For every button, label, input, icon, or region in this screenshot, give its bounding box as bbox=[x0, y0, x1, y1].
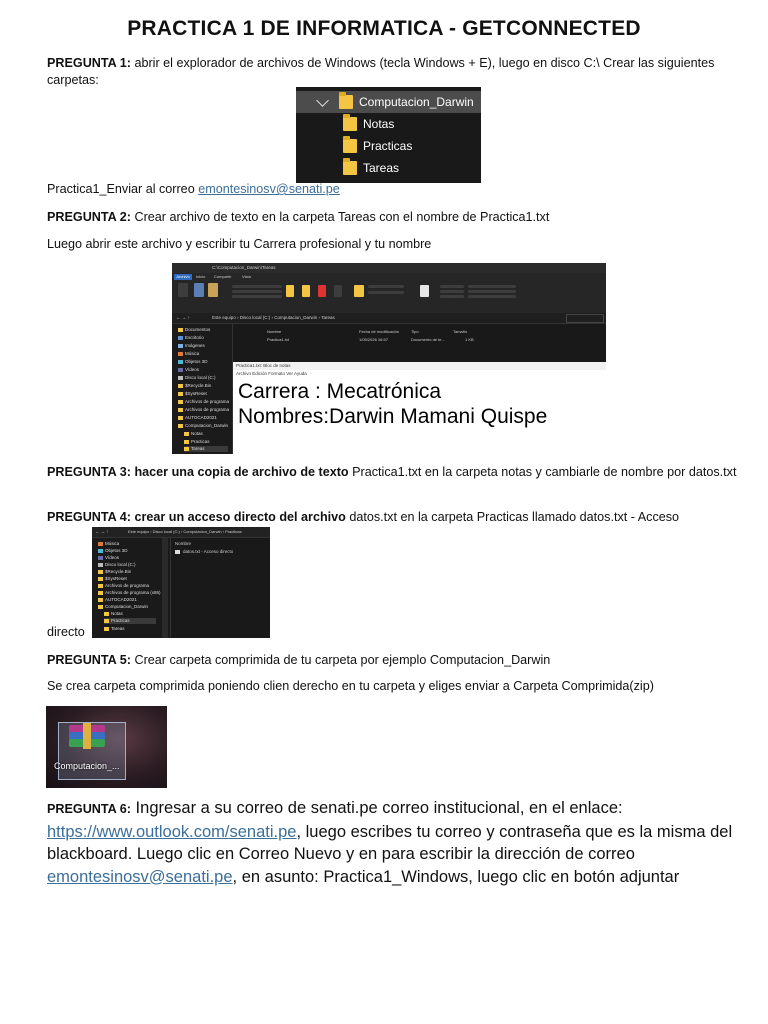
history-icon[interactable] bbox=[440, 295, 464, 298]
sidebar-item-label: Disco local (C:) bbox=[185, 375, 216, 380]
chevron-down-icon bbox=[316, 94, 329, 107]
sidebar-item[interactable] bbox=[178, 367, 199, 373]
explorer-breadcrumb[interactable]: Este equipo › Disco local (C:) › Computacion_Darwin › Tareas bbox=[212, 315, 335, 320]
sidebar-item-label: Practicas bbox=[191, 439, 210, 444]
sidebar-scrollbar[interactable] bbox=[162, 538, 168, 638]
notepad-title: Practica1.txt: Bloc de notas bbox=[236, 363, 291, 368]
sidebar-item-label: Archivos de programa bbox=[185, 399, 230, 404]
back-forward-icon[interactable]: ← → ↑ bbox=[176, 315, 190, 320]
sidebar-item[interactable] bbox=[184, 431, 203, 437]
question-4-label: PREGUNTA 4: bbox=[47, 510, 131, 524]
sidebar-item-label: Archivos de programa (x86) bbox=[105, 590, 161, 595]
zip-icon-screenshot bbox=[46, 706, 167, 788]
sidebar-item[interactable] bbox=[98, 597, 137, 603]
sidebar-item-label: AUTOCAD2021 bbox=[185, 415, 217, 420]
copy-icon[interactable] bbox=[194, 283, 204, 297]
sidebar-item-label: Notas bbox=[111, 611, 123, 616]
email-link[interactable]: emontesinosv@senati.pe bbox=[47, 867, 233, 886]
select-none-icon[interactable] bbox=[468, 290, 516, 293]
question-1 bbox=[47, 55, 737, 89]
copy-path-icon[interactable] bbox=[232, 290, 282, 293]
sidebar-item-label: Documentos bbox=[185, 327, 211, 332]
explorer-address-bar[interactable] bbox=[172, 313, 606, 324]
sidebar-item[interactable] bbox=[178, 351, 199, 357]
question-4 bbox=[47, 509, 737, 526]
folder-parent-label: Computacion_Darwin bbox=[359, 95, 474, 109]
question-3 bbox=[47, 464, 737, 481]
sidebar-item-label: Vídeos bbox=[105, 555, 120, 560]
pin-icon[interactable] bbox=[178, 283, 188, 297]
sidebar-item-label: Música bbox=[105, 541, 120, 546]
music-icon bbox=[98, 542, 103, 546]
notepad-content[interactable] bbox=[238, 379, 547, 429]
sidebar-item[interactable] bbox=[98, 555, 119, 561]
folder-icon bbox=[178, 392, 183, 396]
explorer-sidebar bbox=[172, 324, 233, 454]
question-6-text-3: , en asunto: Practica1_Windows, luego clic en botón adjuntar bbox=[232, 867, 680, 886]
sidebar-item-label: $SysReset bbox=[105, 576, 127, 581]
sidebar-item[interactable] bbox=[98, 590, 161, 596]
column-header-tamano[interactable]: Tamaño bbox=[453, 329, 468, 334]
question-2-followup: Luego abrir este archivo y escribir tu Carrera profesional y tu nombre bbox=[47, 237, 432, 251]
folder-icon bbox=[178, 424, 183, 428]
list-item[interactable] bbox=[173, 549, 267, 556]
question-2 bbox=[47, 209, 737, 226]
column-header-tipo[interactable]: Tipo bbox=[411, 329, 419, 334]
folder-icon bbox=[104, 627, 109, 631]
question-5-followup: Se crea carpeta comprimida poniendo clien derecho en tu carpeta y eliges enviar a Carpeta Comprimida(zip) bbox=[47, 679, 654, 693]
shortcut-screenshot bbox=[92, 527, 270, 638]
question-2-label: PREGUNTA 2: bbox=[47, 210, 131, 224]
shortcut-sidebar bbox=[92, 538, 171, 638]
sidebar-item[interactable] bbox=[178, 327, 210, 333]
folder-icon bbox=[178, 336, 183, 340]
notepad-window bbox=[233, 362, 606, 454]
ribbon-tab-compartir[interactable]: Compartir bbox=[214, 274, 232, 279]
question-1-label: PREGUNTA 1: bbox=[47, 56, 131, 70]
folder-icon bbox=[343, 161, 357, 175]
sidebar-item[interactable] bbox=[98, 604, 148, 610]
paste-shortcut-icon[interactable] bbox=[232, 295, 282, 298]
sidebar-item[interactable] bbox=[184, 439, 210, 445]
sidebar-item[interactable] bbox=[178, 359, 208, 365]
sidebar-item[interactable] bbox=[178, 399, 229, 405]
folder-icon bbox=[98, 598, 103, 602]
tree-item-notas bbox=[343, 114, 394, 134]
folder-child-label: Practicas bbox=[363, 139, 413, 153]
shortcut-file-name: datos.txt - Acceso directo bbox=[183, 549, 234, 554]
question-4-text: datos.txt en la carpeta Practicas llamado datos.txt - Acceso bbox=[345, 510, 680, 524]
folder-child-label: Notas bbox=[363, 117, 395, 131]
question-6-text-2: , luego escribes tu correo y contraseña que es la misma del blackboard. Luego clic en Correo Nuevo y en para escribir la dirección de correo bbox=[47, 822, 733, 863]
table-row[interactable] bbox=[263, 337, 483, 344]
sidebar-item[interactable] bbox=[98, 541, 119, 547]
drive-icon bbox=[98, 563, 103, 567]
email-link[interactable]: emontesinosv@senati.pe bbox=[198, 182, 340, 196]
file-size: 1 KB bbox=[465, 337, 474, 342]
folder-icon bbox=[178, 384, 183, 388]
sidebar-item[interactable] bbox=[178, 415, 217, 421]
sidebar-item-label: Música bbox=[185, 351, 200, 356]
sidebar-item[interactable] bbox=[104, 626, 125, 632]
select-all-icon[interactable] bbox=[468, 285, 516, 288]
question-6-label: PREGUNTA 6: bbox=[47, 802, 131, 816]
explorer-window-title: C:\Computacion_Darwin\Tareas bbox=[212, 265, 276, 270]
question-3-text: Practica1.txt en la carpeta notas y cambiarle de nombre por datos.txt bbox=[348, 465, 737, 479]
tree-item-tareas bbox=[343, 158, 399, 178]
video-icon bbox=[98, 556, 103, 560]
sidebar-item-label: $SysReset bbox=[185, 391, 207, 396]
question-6-text-1: Ingresar a su correo de senati.pe correo institucional, en el enlace: bbox=[130, 799, 623, 817]
rename-icon[interactable] bbox=[334, 285, 342, 297]
sidebar-item-label: Escritorio bbox=[185, 335, 204, 340]
folder-icon bbox=[98, 591, 103, 595]
shortcut-file-list bbox=[171, 538, 270, 638]
drive-icon bbox=[178, 376, 183, 380]
delete-icon[interactable] bbox=[318, 285, 326, 297]
column-header-nombre[interactable]: Nombre bbox=[175, 541, 192, 546]
sidebar-item-label: Notas bbox=[191, 431, 203, 436]
ribbon-tab-inicio[interactable]: Inicio bbox=[196, 274, 206, 279]
folder-icon bbox=[178, 328, 183, 332]
explorer-file-list bbox=[233, 324, 606, 364]
explorer-titlebar bbox=[172, 263, 606, 273]
back-forward-icon[interactable]: ← → ↑ bbox=[95, 529, 109, 534]
sidebar-item[interactable] bbox=[98, 548, 128, 554]
question-5-label: PREGUNTA 5: bbox=[47, 653, 131, 667]
folder-icon bbox=[98, 584, 103, 588]
sidebar-item-label: Imágenes bbox=[185, 343, 205, 348]
folder-child-label: Tareas bbox=[363, 161, 400, 175]
folder-icon bbox=[104, 612, 109, 616]
question-4-tail: directo bbox=[47, 625, 85, 639]
sidebar-item[interactable] bbox=[98, 576, 127, 582]
page-title: PRACTICA 1 DE INFORMATICA - GETCONNECTED bbox=[127, 17, 641, 40]
sidebar-item[interactable] bbox=[98, 569, 131, 575]
notepad-line-2: Nombres:Darwin Mamani Quispe bbox=[238, 405, 548, 428]
properties-icon[interactable] bbox=[420, 285, 429, 297]
folder-icon bbox=[98, 570, 103, 574]
folder-icon bbox=[98, 577, 103, 581]
sidebar-item[interactable] bbox=[178, 343, 205, 349]
column-header-nombre[interactable]: Nombre bbox=[267, 329, 282, 334]
sidebar-item[interactable] bbox=[104, 611, 123, 617]
sidebar-item-label: Tareas bbox=[111, 626, 125, 631]
sidebar-item[interactable] bbox=[178, 375, 216, 381]
edit-icon[interactable] bbox=[440, 290, 464, 293]
folder-icon bbox=[178, 344, 183, 348]
sidebar-item[interactable] bbox=[178, 423, 228, 429]
explorer-search-input[interactable] bbox=[566, 314, 604, 323]
question-4-bold: crear un acceso directo del archivo bbox=[130, 510, 346, 524]
ribbon-tab-archivo[interactable]: Archivo bbox=[174, 274, 192, 280]
folder-icon bbox=[178, 400, 183, 404]
sidebar-item-label: Computacion_Darwin bbox=[185, 423, 229, 428]
sidebar-item-label: $Recycle.Bin bbox=[185, 383, 212, 388]
column-header-fecha[interactable]: Fecha de modificación bbox=[359, 329, 400, 334]
move-to-icon[interactable] bbox=[286, 285, 294, 297]
question-1-text: abrir el explorador de archivos de Windows (tecla Windows + E), luego en disco C:\ Crear las siguientes carpetas: bbox=[47, 56, 715, 87]
sidebar-item-label: Vídeos bbox=[185, 367, 200, 372]
video-icon bbox=[178, 368, 183, 372]
open-icon[interactable] bbox=[440, 285, 464, 288]
question-5-text: Crear carpeta comprimida de tu carpeta por ejemplo Computacion_Darwin bbox=[130, 653, 551, 667]
folder-icon bbox=[184, 432, 189, 436]
file-name: Practica1.txt bbox=[267, 337, 290, 342]
folder-icon bbox=[339, 95, 353, 109]
sidebar-item-label: Archivos de programa bbox=[105, 583, 150, 588]
notepad-line-1: Carrera : Mecatrónica bbox=[238, 380, 442, 403]
folder-icon bbox=[343, 117, 357, 131]
folder-icon bbox=[343, 139, 357, 153]
shortcut-address-bar[interactable] bbox=[92, 527, 270, 538]
paste-icon[interactable] bbox=[208, 283, 218, 297]
shortcut-breadcrumb[interactable]: Este equipo › Disco local (C:) › Computacion_Darwin › Practicas bbox=[128, 529, 242, 534]
new-folder-icon[interactable] bbox=[354, 285, 364, 297]
folder-icon bbox=[98, 605, 103, 609]
folder-tree-screenshot bbox=[296, 87, 481, 183]
folder-icon bbox=[104, 619, 109, 623]
easy-access-icon[interactable] bbox=[368, 291, 404, 294]
sidebar-item[interactable] bbox=[178, 407, 229, 413]
ribbon-tab-vista[interactable]: Vista bbox=[242, 274, 251, 279]
new-item-icon[interactable] bbox=[368, 285, 404, 288]
sidebar-item[interactable] bbox=[98, 562, 136, 568]
sidebar-item-label: AUTOCAD2021 bbox=[105, 597, 137, 602]
sidebar-item[interactable] bbox=[178, 391, 207, 397]
winrar-archive-icon bbox=[69, 725, 105, 755]
tree-item-practicas bbox=[343, 136, 412, 156]
explorer-notepad-screenshot bbox=[172, 263, 606, 454]
folder-icon bbox=[184, 447, 189, 451]
sidebar-item[interactable] bbox=[184, 446, 228, 452]
sidebar-item-label: Computacion_Darwin bbox=[105, 604, 149, 609]
invert-selection-icon[interactable] bbox=[468, 295, 516, 298]
outlook-link[interactable]: https://www.outlook.com/senati.pe bbox=[47, 822, 297, 841]
sidebar-item-label: Tareas bbox=[191, 446, 205, 451]
sidebar-item[interactable] bbox=[178, 383, 211, 389]
question-2-text: Crear archivo de texto en la carpeta Tareas con el nombre de Practica1.txt bbox=[130, 210, 550, 224]
send-text: Practica1_Enviar al correo bbox=[47, 182, 199, 196]
cube-icon bbox=[178, 360, 183, 364]
music-icon bbox=[178, 352, 183, 356]
file-type: Documento de te... bbox=[411, 337, 445, 342]
sidebar-item-label: Archivos de programa bbox=[185, 407, 230, 412]
question-3-bold: hacer una copia de archivo de texto bbox=[130, 465, 349, 479]
sidebar-item-label: Objetos 3D bbox=[105, 548, 128, 553]
question-5 bbox=[47, 652, 737, 669]
shortcut-file-icon bbox=[175, 550, 180, 554]
question-6 bbox=[47, 797, 737, 888]
sidebar-item[interactable] bbox=[98, 583, 149, 589]
sidebar-item-label: Objetos 3D bbox=[185, 359, 208, 364]
sidebar-item-label: Disco local (C:) bbox=[105, 562, 136, 567]
sidebar-item-label: $Recycle.Bin bbox=[105, 569, 132, 574]
cube-icon bbox=[98, 549, 103, 553]
file-date: 1/05/2026 16:57 bbox=[359, 337, 388, 342]
folder-icon bbox=[184, 440, 189, 444]
sidebar-item-label: Practicas bbox=[111, 618, 130, 623]
explorer-ribbon bbox=[172, 273, 606, 314]
tree-item-parent bbox=[318, 92, 474, 112]
folder-icon bbox=[178, 416, 183, 420]
copy-to-icon[interactable] bbox=[302, 285, 310, 297]
notepad-menu[interactable]: Archivo Edición Formato Ver Ayuda bbox=[233, 370, 606, 377]
folder-icon bbox=[178, 408, 183, 412]
sidebar-item[interactable] bbox=[178, 335, 204, 341]
question-3-label: PREGUNTA 3: bbox=[47, 465, 131, 479]
zip-icon-label: Computacion_... bbox=[54, 761, 120, 771]
cut-icon[interactable] bbox=[232, 285, 282, 288]
sidebar-item[interactable] bbox=[104, 618, 156, 624]
send-instruction bbox=[47, 181, 737, 198]
